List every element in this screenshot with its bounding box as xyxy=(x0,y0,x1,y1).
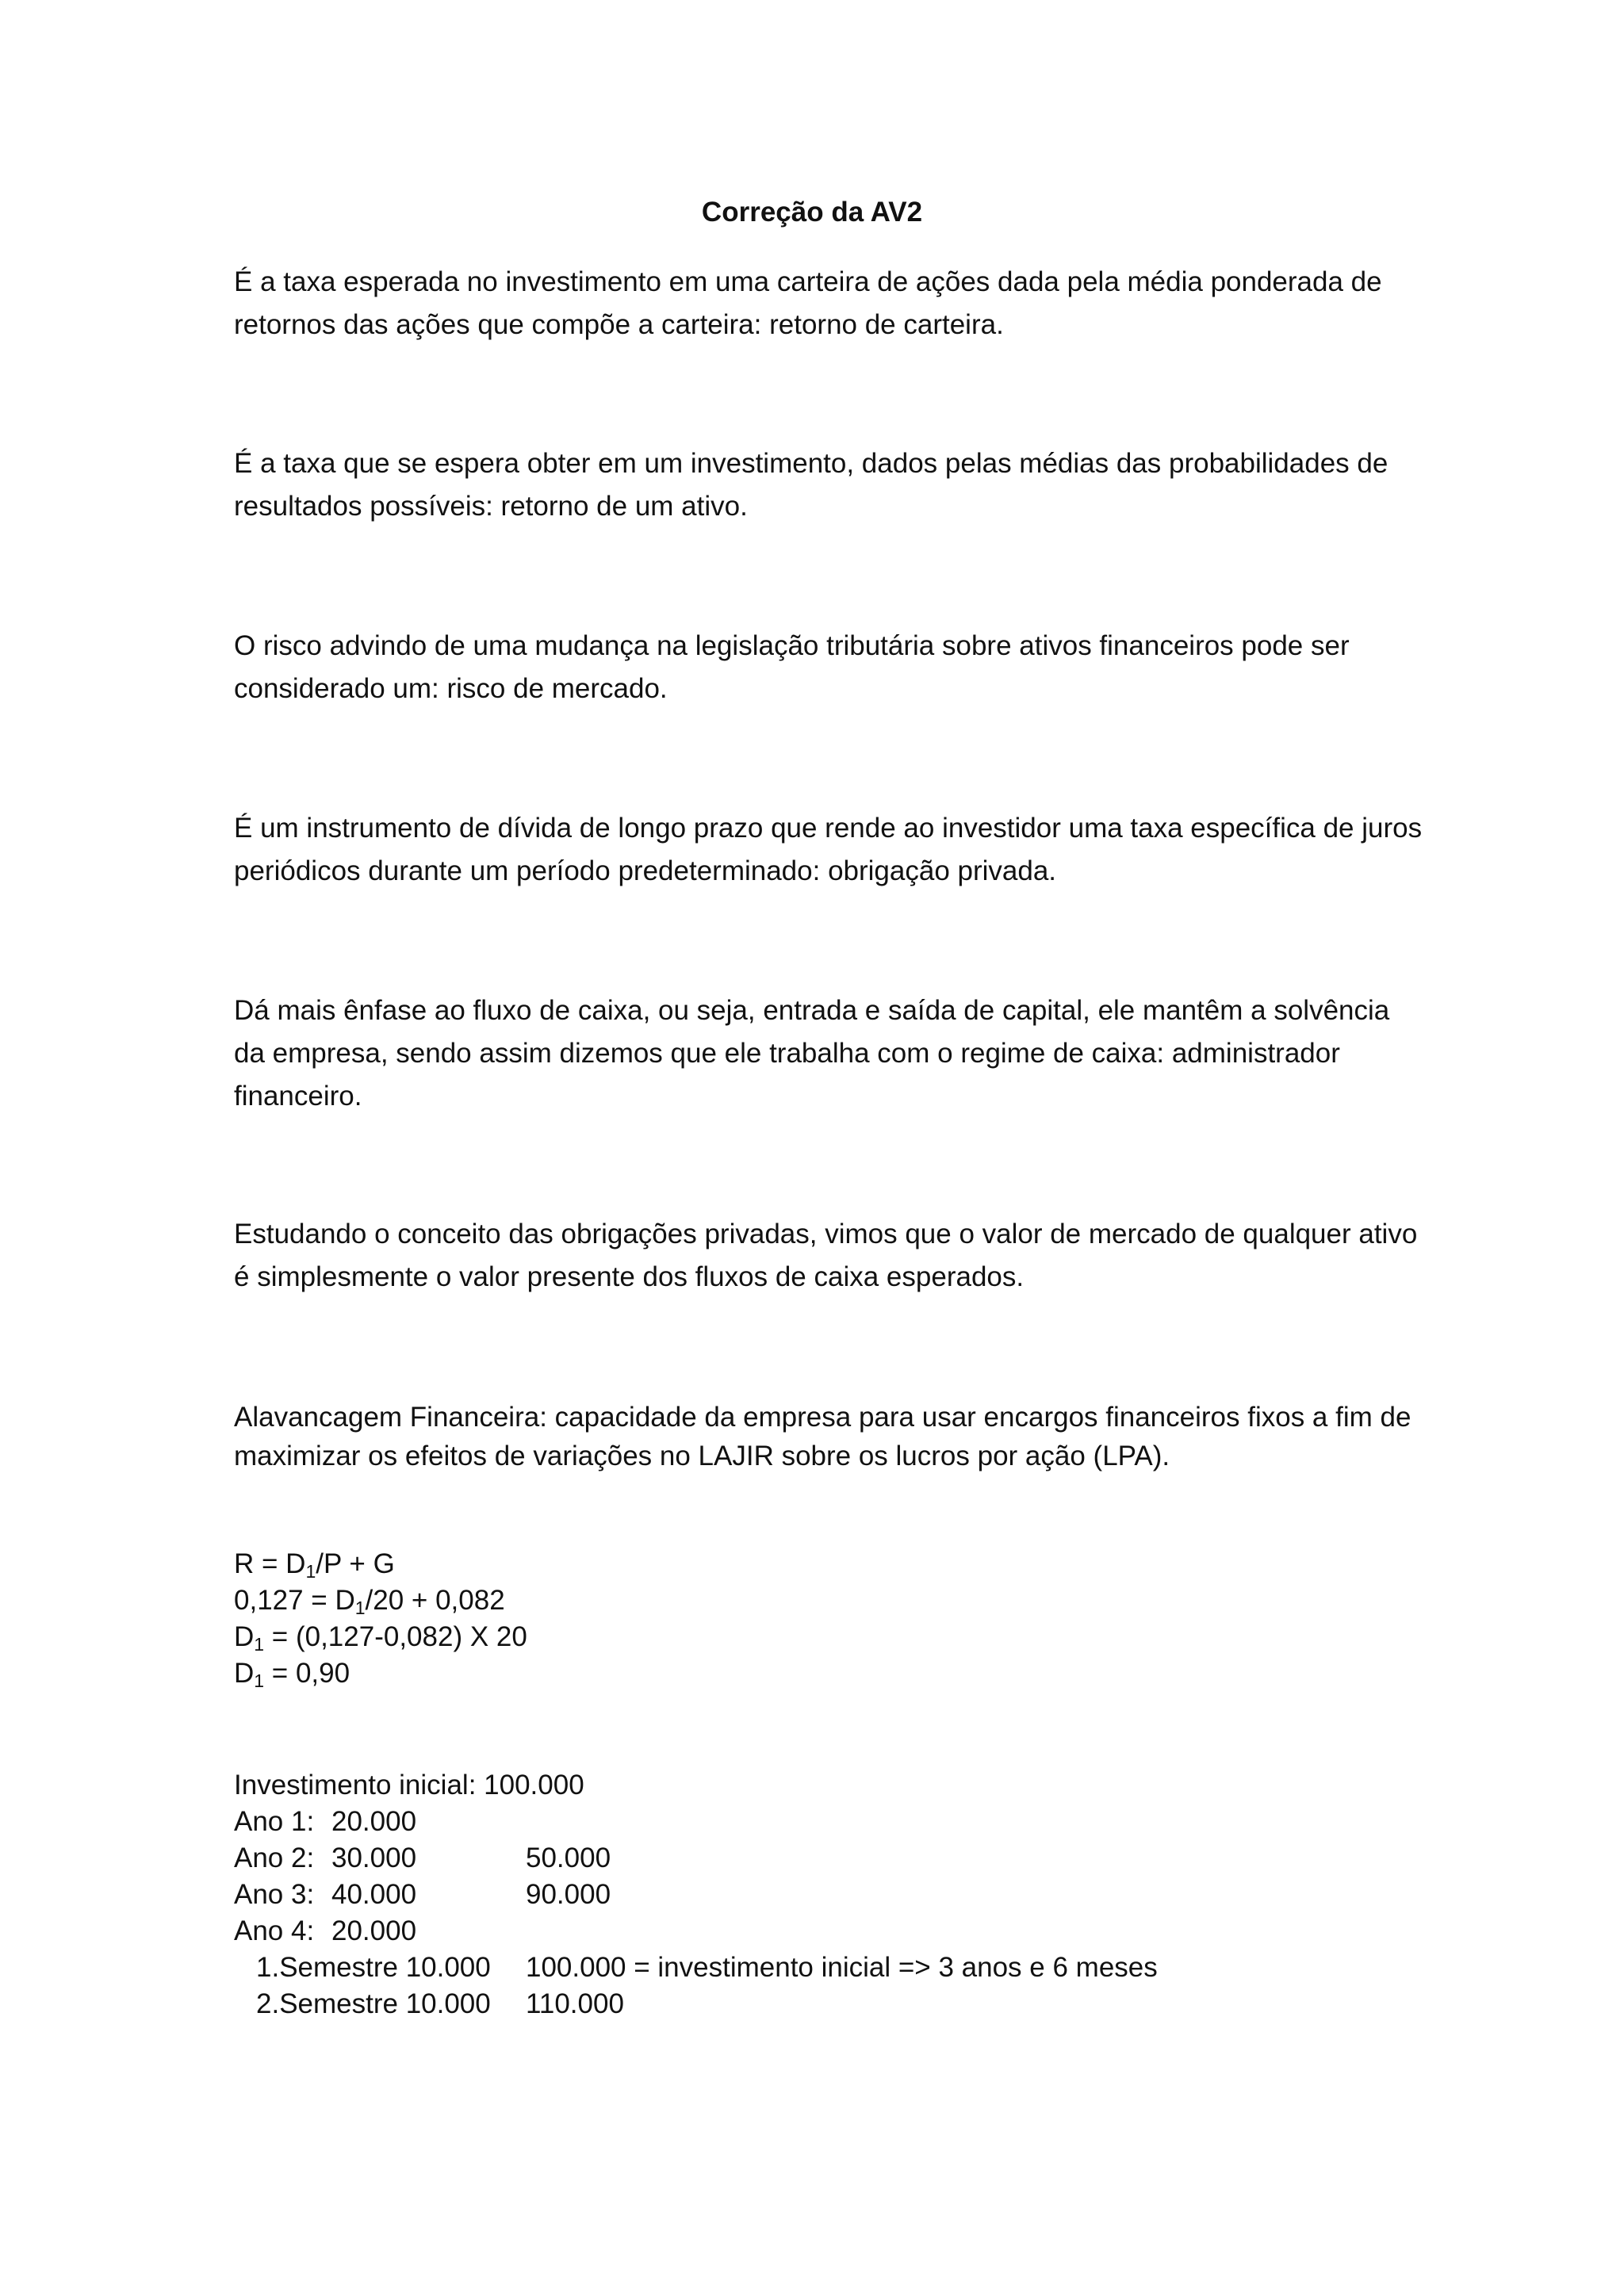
paragraph-alavancagem: Alavancagem Financeira: capacidade da empresa para usar encargos financeiros fixos a fim de maximizar os efeitos de variações no LAJIR sobre os lucros por ação (LPA). xyxy=(234,1402,1411,1471)
paragraph-obrigacao: É um instrumento de dívida de longo prazo que rende ao investidor uma taxa específica de juros periódicos durante um período predeterminado: obrigação privada. xyxy=(234,813,1423,886)
paragraph-carteira: É a taxa esperada no investimento em uma carteira de ações dada pela média ponderada de retornos das ações que compõe a carteira: retorno de carteira. xyxy=(234,266,1382,340)
paragraph-administrador: Dá mais ênfase ao fluxo de caixa, ou seja, entrada e saída de capital, ele mantêm a solvência da empresa, sendo assim dizemos que ele trabalha com o regime de caixa: administrador financeiro. xyxy=(234,995,1390,1112)
formula-line: $R = D_1/P + G$ xyxy=(234,1548,395,1582)
paragraph-ativo: É a taxa que se espera obter em um investimento, dados pelas médias das probabilidades de resultados possíveis: retorno de um ativo. xyxy=(234,448,1388,522)
document-title: Correção da AV2 xyxy=(701,197,923,228)
payback-heading: Investimento inicial: 100.000 xyxy=(234,1770,584,1800)
paragraph-risco: O risco advindo de uma mudança na legislação tributária sobre ativos financeiros pode ser considerado um: risco de mercado. xyxy=(234,630,1350,704)
formula-line: $D_1 = 0,90$ xyxy=(234,1658,350,1691)
formula-line: $D_1 = (0,127-0,082)$ X 20 xyxy=(234,1621,527,1655)
document-page: Correção da AV2 É a taxa esperada no investimento em uma carteira de ações dada pela média ponderada de retornos das ações que compõe a carteira: retorno de carteira. É a taxa que se espera obter em um investimento, dados pelas médias das probabilidades de resultados possíveis: retorno de um ativo. O risco advindo de uma mudança na legislação tributária sobre ativos financeiros pode ser considerado um: risco de mercado. É um instrumento de dívida de longo prazo que rende ao investidor uma taxa específica de juros periódicos durante um período predeterminado: obrigação privada. Dá mais ênfase ao fluxo de caixa, ou seja, entrada e saída de capital, ele mantêm a solvência da empresa, sendo assim dizemos que ele trabalha com o regime de caixa: administrador financeiro. Estudando o conceito das obrigações privadas, vimos que o valor de mercado de qualquer ativo é simplesmente o valor presente dos fluxos de caixa esperados. Alavancagem Financeira: capacidade da empresa para usar encargos financeiros fixos a fim de maximizar os efeitos de variações no LAJIR sobre os lucros por ação (LPA). $R = D_1/P + G$ $0,127 = D_1/20 + 0,082$ $D_1 = (0,127-0,082)$ X 20 $D_1 = 0,90$ Investimento inicial: 100.000 Ano 1: 20.000 Ano 2: 30.000 50.000 Ano 3: 40.000 90.000 Ano 4: 20.000 1.Semestre 10.000 100.000 = investimento inicial => 3 anos e 6 meses 2.Semestre 10.000 110.000 xyxy=(0,0,1624,2296)
formula-line: $0,127 = D_1/20 + 0,082$ xyxy=(234,1585,505,1618)
paragraph-valor-mercado: Estudando o conceito das obrigações privadas, vimos que o valor de mercado de qualquer ativo é simplesmente o valor presente dos fluxos de caixa esperados. xyxy=(234,1219,1418,1292)
